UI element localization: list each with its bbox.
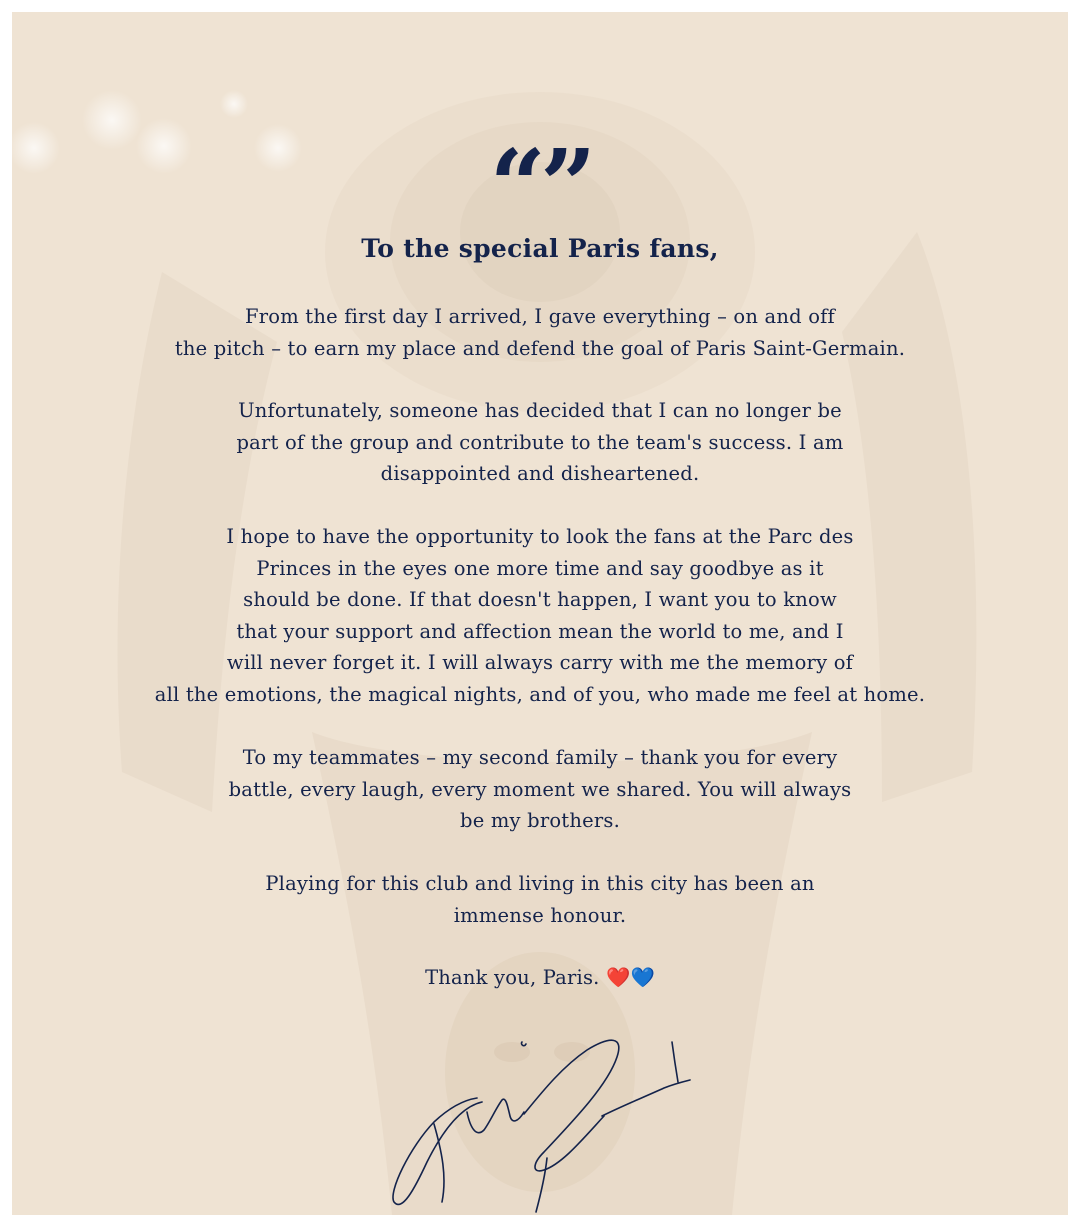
paragraph-line: Princes in the eyes one more time and say goodbye as it bbox=[256, 556, 824, 580]
paragraph-line: be my brothers. bbox=[460, 809, 620, 832]
paragraph-line: battle, every laugh, every moment we shared. You will always bbox=[228, 777, 852, 801]
paragraph-line: To my teammates – my second family – thank you for every bbox=[242, 746, 838, 769]
letter-paragraph-5 bbox=[12, 868, 1068, 931]
paragraph-line: that your support and affection mean the world to me, and I bbox=[236, 619, 844, 643]
signature-icon bbox=[372, 1012, 702, 1215]
paragraph-line: the pitch – to earn my place and defend the goal of Paris Saint-Germain. bbox=[174, 336, 906, 360]
paragraph-line: immense honour. bbox=[453, 903, 627, 927]
paragraph-line: all the emotions, the magical nights, and of you, who made me feel at home. bbox=[154, 682, 926, 706]
paragraph-line: From the first day I arrived, I gave everything – on and off bbox=[245, 305, 835, 328]
letter-paragraph-4 bbox=[12, 742, 1068, 837]
paragraph-line: will never forget it. I will always carry with me the memory of bbox=[226, 651, 854, 674]
letter-paragraph-1 bbox=[12, 301, 1068, 364]
letter-paragraph-2 bbox=[12, 395, 1068, 490]
closing-line: Thank you, Paris. ❤️💙 bbox=[425, 966, 655, 989]
paragraph-line: disappointed and disheartened. bbox=[380, 462, 700, 485]
letter-content bbox=[12, 12, 1068, 1215]
letter-closing bbox=[12, 962, 1068, 994]
paragraph-line: I hope to have the opportunity to look the fans at the Parc des bbox=[226, 525, 854, 548]
paragraph-line: Playing for this club and living in this city has been an bbox=[265, 872, 815, 895]
letter-paragraph-3 bbox=[12, 521, 1068, 710]
paragraph-line: part of the group and contribute to the team's success. I am bbox=[236, 430, 844, 454]
letter-salutation: To the special Paris fans, bbox=[361, 234, 719, 263]
paragraph-line: Unfortunately, someone has decided that I can no longer be bbox=[238, 399, 842, 422]
letter-frame bbox=[12, 12, 1068, 1215]
paragraph-line: should be done. If that doesn't happen, I want you to know bbox=[243, 588, 837, 611]
quote-mark-icon: “” bbox=[489, 129, 591, 244]
